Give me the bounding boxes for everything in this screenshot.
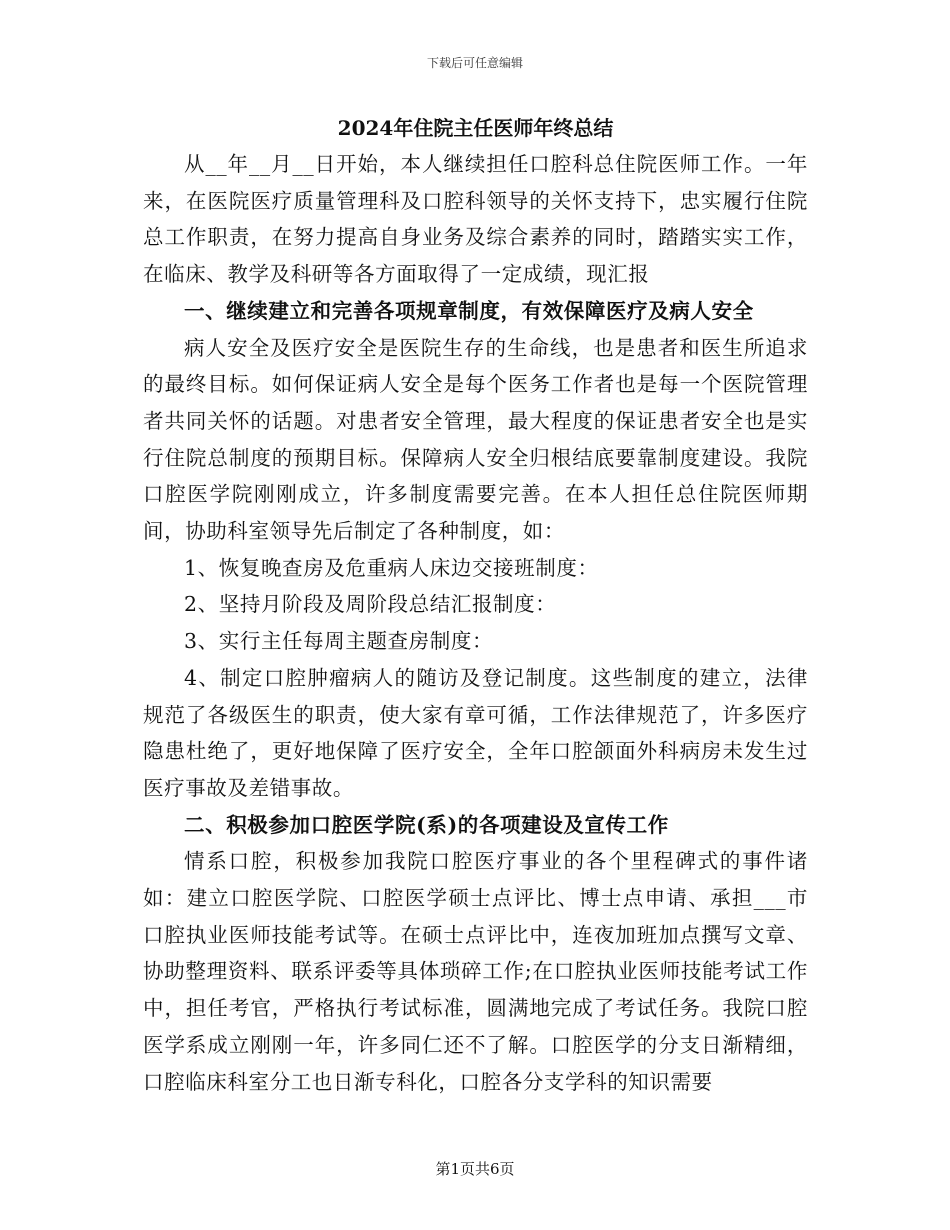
header-note: 下载后可任意编辑 [426, 56, 523, 70]
page-number-footer: 第1页共6页 [435, 1160, 515, 1178]
list-item-3: 3、实行主任每周主题查房制度： [184, 629, 494, 654]
paragraph-construction: 情系口腔，积极参加我院口腔医疗事业的各个里程碑式的事件诸如：建立口腔医学院、口腔医学硕士点评比、博士点申请、承担___市口腔执业医师技能考试等。在硕士点评比中，连夜加班加点撰写文章、协助整理资料、联系评委等具体琐碎工作;在口腔执业医师技能考试工作中，担任考官，严格执行考试标准，圆满地完成了考试任务。我院口腔医学系成立刚刚一年，许多同仁还不了解。口腔医学的分支日渐精细，口腔临床科室分工也日渐专科化，口腔各分支学科的知识需要 [143, 849, 808, 1094]
document-title: 2024年住院主任医师年终总结 [337, 116, 614, 140]
section-heading-2: 二、积极参加口腔医学院(系)的各项建设及宣传工作 [184, 812, 669, 837]
list-item-4: 4、制定口腔肿瘤病人的随访及登记制度。这些制度的建立，法律规范了各级医生的职责，使大家有章可循，工作法律规范了，许多医疗隐患杜绝了，更好地保障了医疗安全，全年口腔颌面外科病房未发生过医疗事故及差错事故。 [143, 665, 808, 800]
paragraph-safety: 病人安全及医疗安全是医院生存的生命线，也是患者和医生所追求的最终目标。如何保证病人安全是每个医务工作者也是每一个医院管理者共同关怀的话题。对患者安全管理，最大程度的保证患者安全也是实行住院总制度的预期目标。保障病人安全归根结底要靠制度建设。我院口腔医学院刚刚成立，许多制度需要完善。在本人担任总住院医师期间，协助科室领导先后制定了各种制度，如： [143, 335, 808, 544]
list-item-2: 2、坚持月阶段及周阶段总结汇报制度： [184, 592, 557, 617]
paragraph-intro: 从__年__月__日开始，本人继续担任口腔科总住院医师工作。一年来，在医院医疗质量管理科及口腔科领导的关怀支持下，忠实履行住院总工作职责，在努力提高自身业务及综合素养的同时，踏踏实实工作，在临床、教学及科研等各方面取得了一定成绩，现汇报 [143, 152, 808, 287]
list-item-1: 1、恢复晚查房及危重病人床边交接班制度： [184, 555, 599, 580]
section-heading-1: 一、继续建立和完善各项规章制度，有效保障医疗及病人安全 [184, 298, 754, 323]
document-body [143, 110, 808, 1100]
